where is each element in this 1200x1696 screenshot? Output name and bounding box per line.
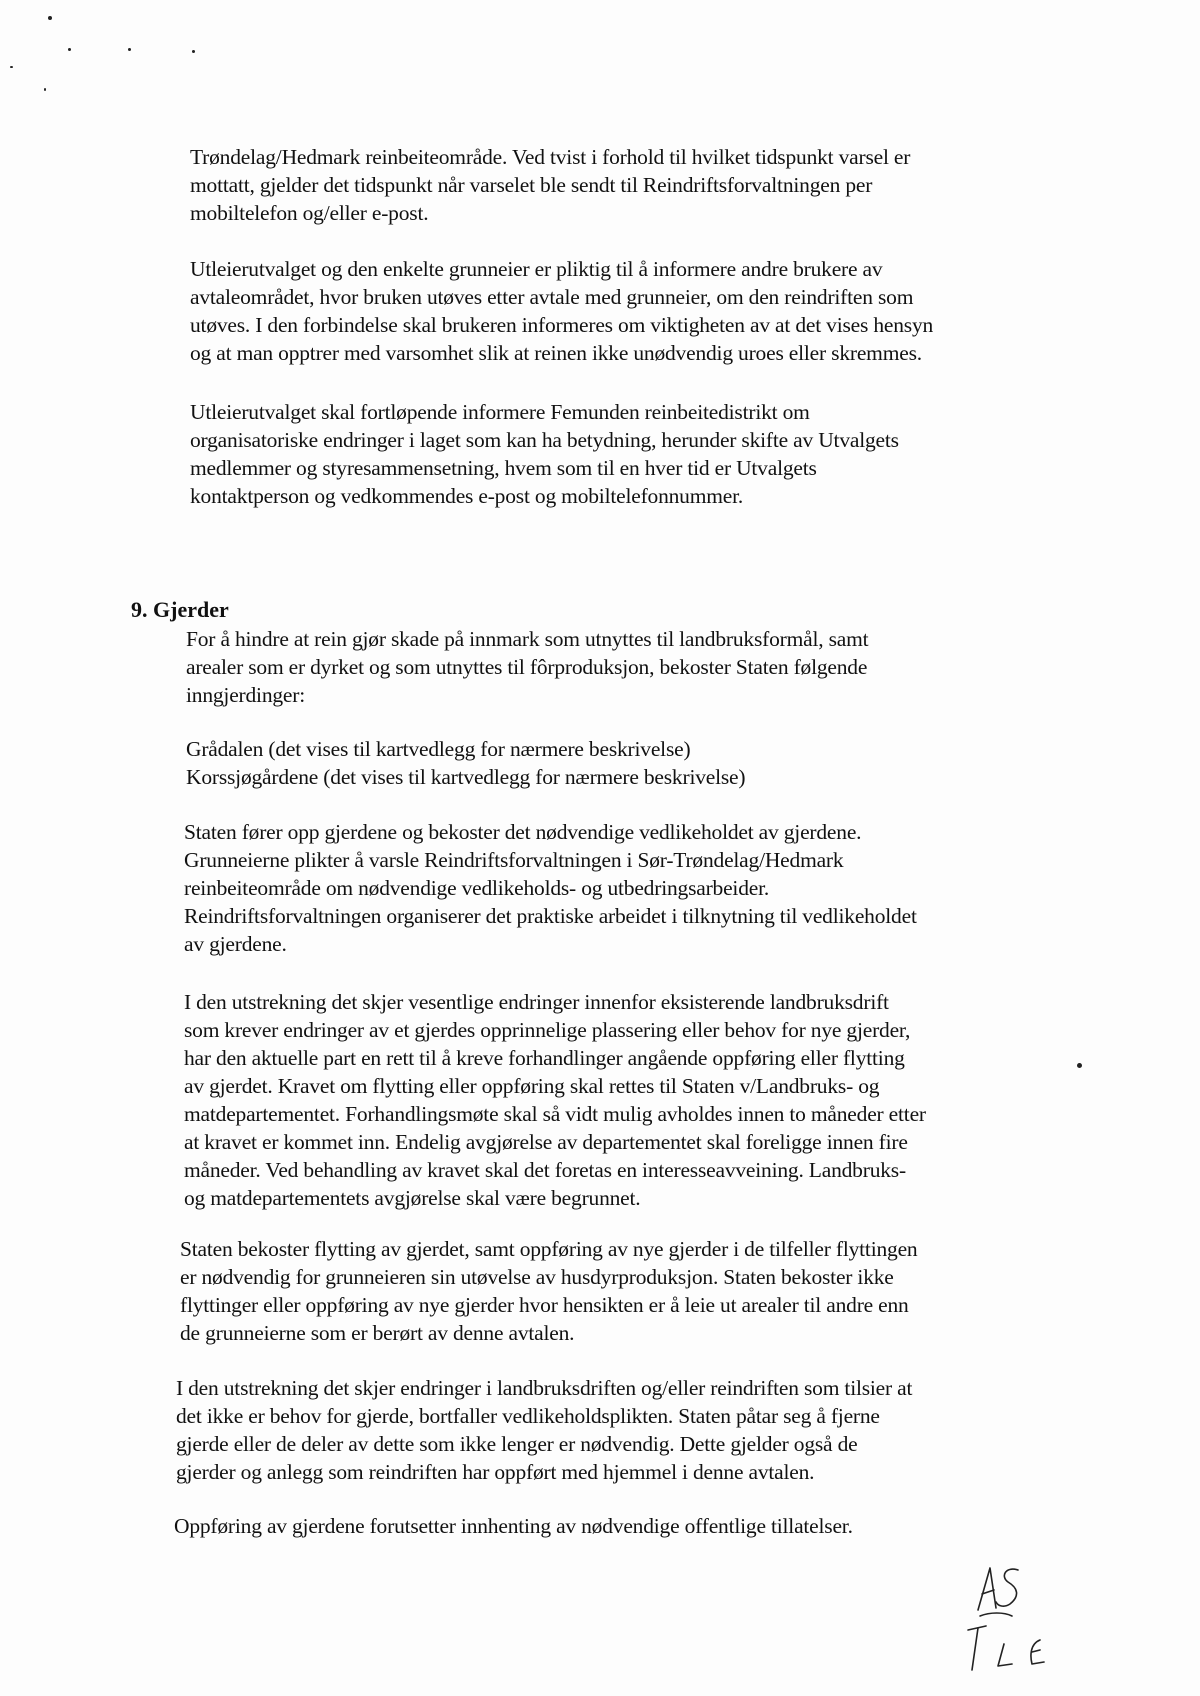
paragraph (186, 625, 868, 709)
text-line: av gjerdet. Kravet om flytting eller oppføring skal rettes til Staten v/Landbruks- og (184, 1074, 880, 1098)
scan-speck (68, 48, 71, 51)
text-line: inngjerdinger: (186, 683, 305, 707)
text-line: Oppføring av gjerdene forutsetter innhenting av nødvendige offentlige tillatelser. (174, 1514, 853, 1538)
handwritten-initials (960, 1560, 1080, 1680)
scan-speck (44, 88, 46, 91)
scan-speck (192, 50, 195, 53)
text-line: av gjerdene. (184, 932, 287, 956)
text-line: måneder. Ved behandling av kravet skal det foretas en interesseavveining. Landbruks- (184, 1158, 906, 1182)
text-line: kontaktperson og vedkommendes e-post og mobiltelefonnummer. (190, 484, 744, 508)
text-line: avtaleområdet, hvor bruken utøves etter avtale med grunneier, om den reindriften som (190, 285, 914, 309)
text-line: Grunneierne plikter å varsle Reindriftsforvaltningen i Sør-Trøndelag/Hedmark (184, 848, 844, 872)
text-line: og at man opptrer med varsomhet slik at reinen ikke unødvendig uroes eller skremmes. (190, 341, 922, 365)
text-line: har den aktuelle part en rett til å kreve forhandlinger angående oppføring eller flytting (184, 1046, 905, 1070)
paragraph (186, 735, 745, 791)
text-line: Reindriftsforvaltningen organiserer det praktiske arbeidet i tilknytning til vedlikeholdet (184, 904, 917, 928)
text-line: medlemmer og styresammensetning, hvem som til en hver tid er Utvalgets (190, 456, 817, 480)
text-line: Staten fører opp gjerdene og bekoster det nødvendige vedlikeholdet av gjerdene. (184, 820, 862, 844)
text-line: arealer som er dyrket og som utnyttes til fôrproduksjon, bekoster Staten følgende (186, 655, 868, 679)
paragraph (190, 143, 910, 227)
text-line: Grådalen (det vises til kartvedlegg for nærmere beskrivelse) (186, 737, 691, 761)
text-line: Trøndelag/Hedmark reinbeiteområde. Ved tvist i forhold til hvilket tidspunkt varsel er (190, 145, 911, 169)
section-heading: 9. Gjerder (131, 597, 229, 622)
paragraph (174, 1512, 853, 1540)
text-line: Staten bekoster flytting av gjerdet, samt oppføring av nye gjerder i de tilfeller flyttingen (180, 1237, 918, 1261)
text-line: mobiltelefon og/eller e-post. (190, 201, 429, 225)
text-line: flyttinger eller oppføring av nye gjerder hvor hensikten er å leie ut arealer til andre enn (180, 1293, 909, 1317)
text-line: mottatt, gjelder det tidspunkt når varselet ble sendt til Reindriftsforvaltningen per (190, 173, 873, 197)
text-line: I den utstrekning det skjer endringer i landbruksdriften og/eller reindriften som tilsier at (176, 1376, 913, 1400)
text-line: det ikke er behov for gjerde, bortfaller vedlikeholdsplikten. Staten påtar seg å fjerne (176, 1404, 880, 1428)
text-line: Utleierutvalget og den enkelte grunneier er pliktig til å informere andre brukere av (190, 257, 883, 281)
text-line: gjerder og anlegg som reindriften har oppført med hjemmel i denne avtalen. (176, 1460, 815, 1484)
scan-speck (48, 16, 52, 20)
text-line: er nødvendig for grunneieren sin utøvelse av husdyrproduksjon. Staten bekoster ikke (180, 1265, 894, 1289)
text-line: reinbeiteområde om nødvendige vedlikeholds- og utbedringsarbeider. (184, 876, 770, 900)
paragraph (184, 988, 926, 1212)
text-line: Utleierutvalget skal fortløpende informere Femunden reinbeitedistrikt om (190, 400, 810, 424)
text-line: organisatoriske endringer i laget som kan ha betydning, herunder skifte av Utvalgets (190, 428, 899, 452)
text-line: og matdepartementets avgjørelse skal være begrunnet. (184, 1186, 641, 1210)
text-line: de grunneierne som er berørt av denne avtalen. (180, 1321, 575, 1345)
text-line: I den utstrekning det skjer vesentlige endringer innenfor eksisterende landbruksdrift (184, 990, 889, 1014)
paragraph (190, 398, 899, 510)
text-line: For å hindre at rein gjør skade på innmark som utnyttes til landbruksformål, samt (186, 627, 869, 651)
text-line: som krever endringer av et gjerdes opprinnelige plassering eller behov for nye gjerder, (184, 1018, 911, 1042)
text-line: gjerde eller de deler av dette som ikke lenger er nødvendig. Dette gjelder også de (176, 1432, 858, 1456)
text-line: at kravet er kommet inn. Endelig avgjørelse av departementet skal foreligge innen fire (184, 1130, 908, 1154)
paragraph (180, 1235, 917, 1347)
paragraph (184, 818, 917, 958)
text-line: utøves. I den forbindelse skal brukeren informeres om viktigheten av at det vises hensyn (190, 313, 934, 337)
scan-speck (1077, 1063, 1082, 1068)
paragraph (176, 1374, 912, 1486)
text-line: matdepartementet. Forhandlingsmøte skal så vidt mulig avholdes innen to måneder etter (184, 1102, 926, 1126)
paragraph (190, 255, 933, 367)
scan-speck (10, 66, 13, 68)
text-line: Korssjøgårdene (det vises til kartvedlegg for nærmere beskrivelse) (186, 765, 746, 789)
scan-speck (128, 48, 131, 51)
